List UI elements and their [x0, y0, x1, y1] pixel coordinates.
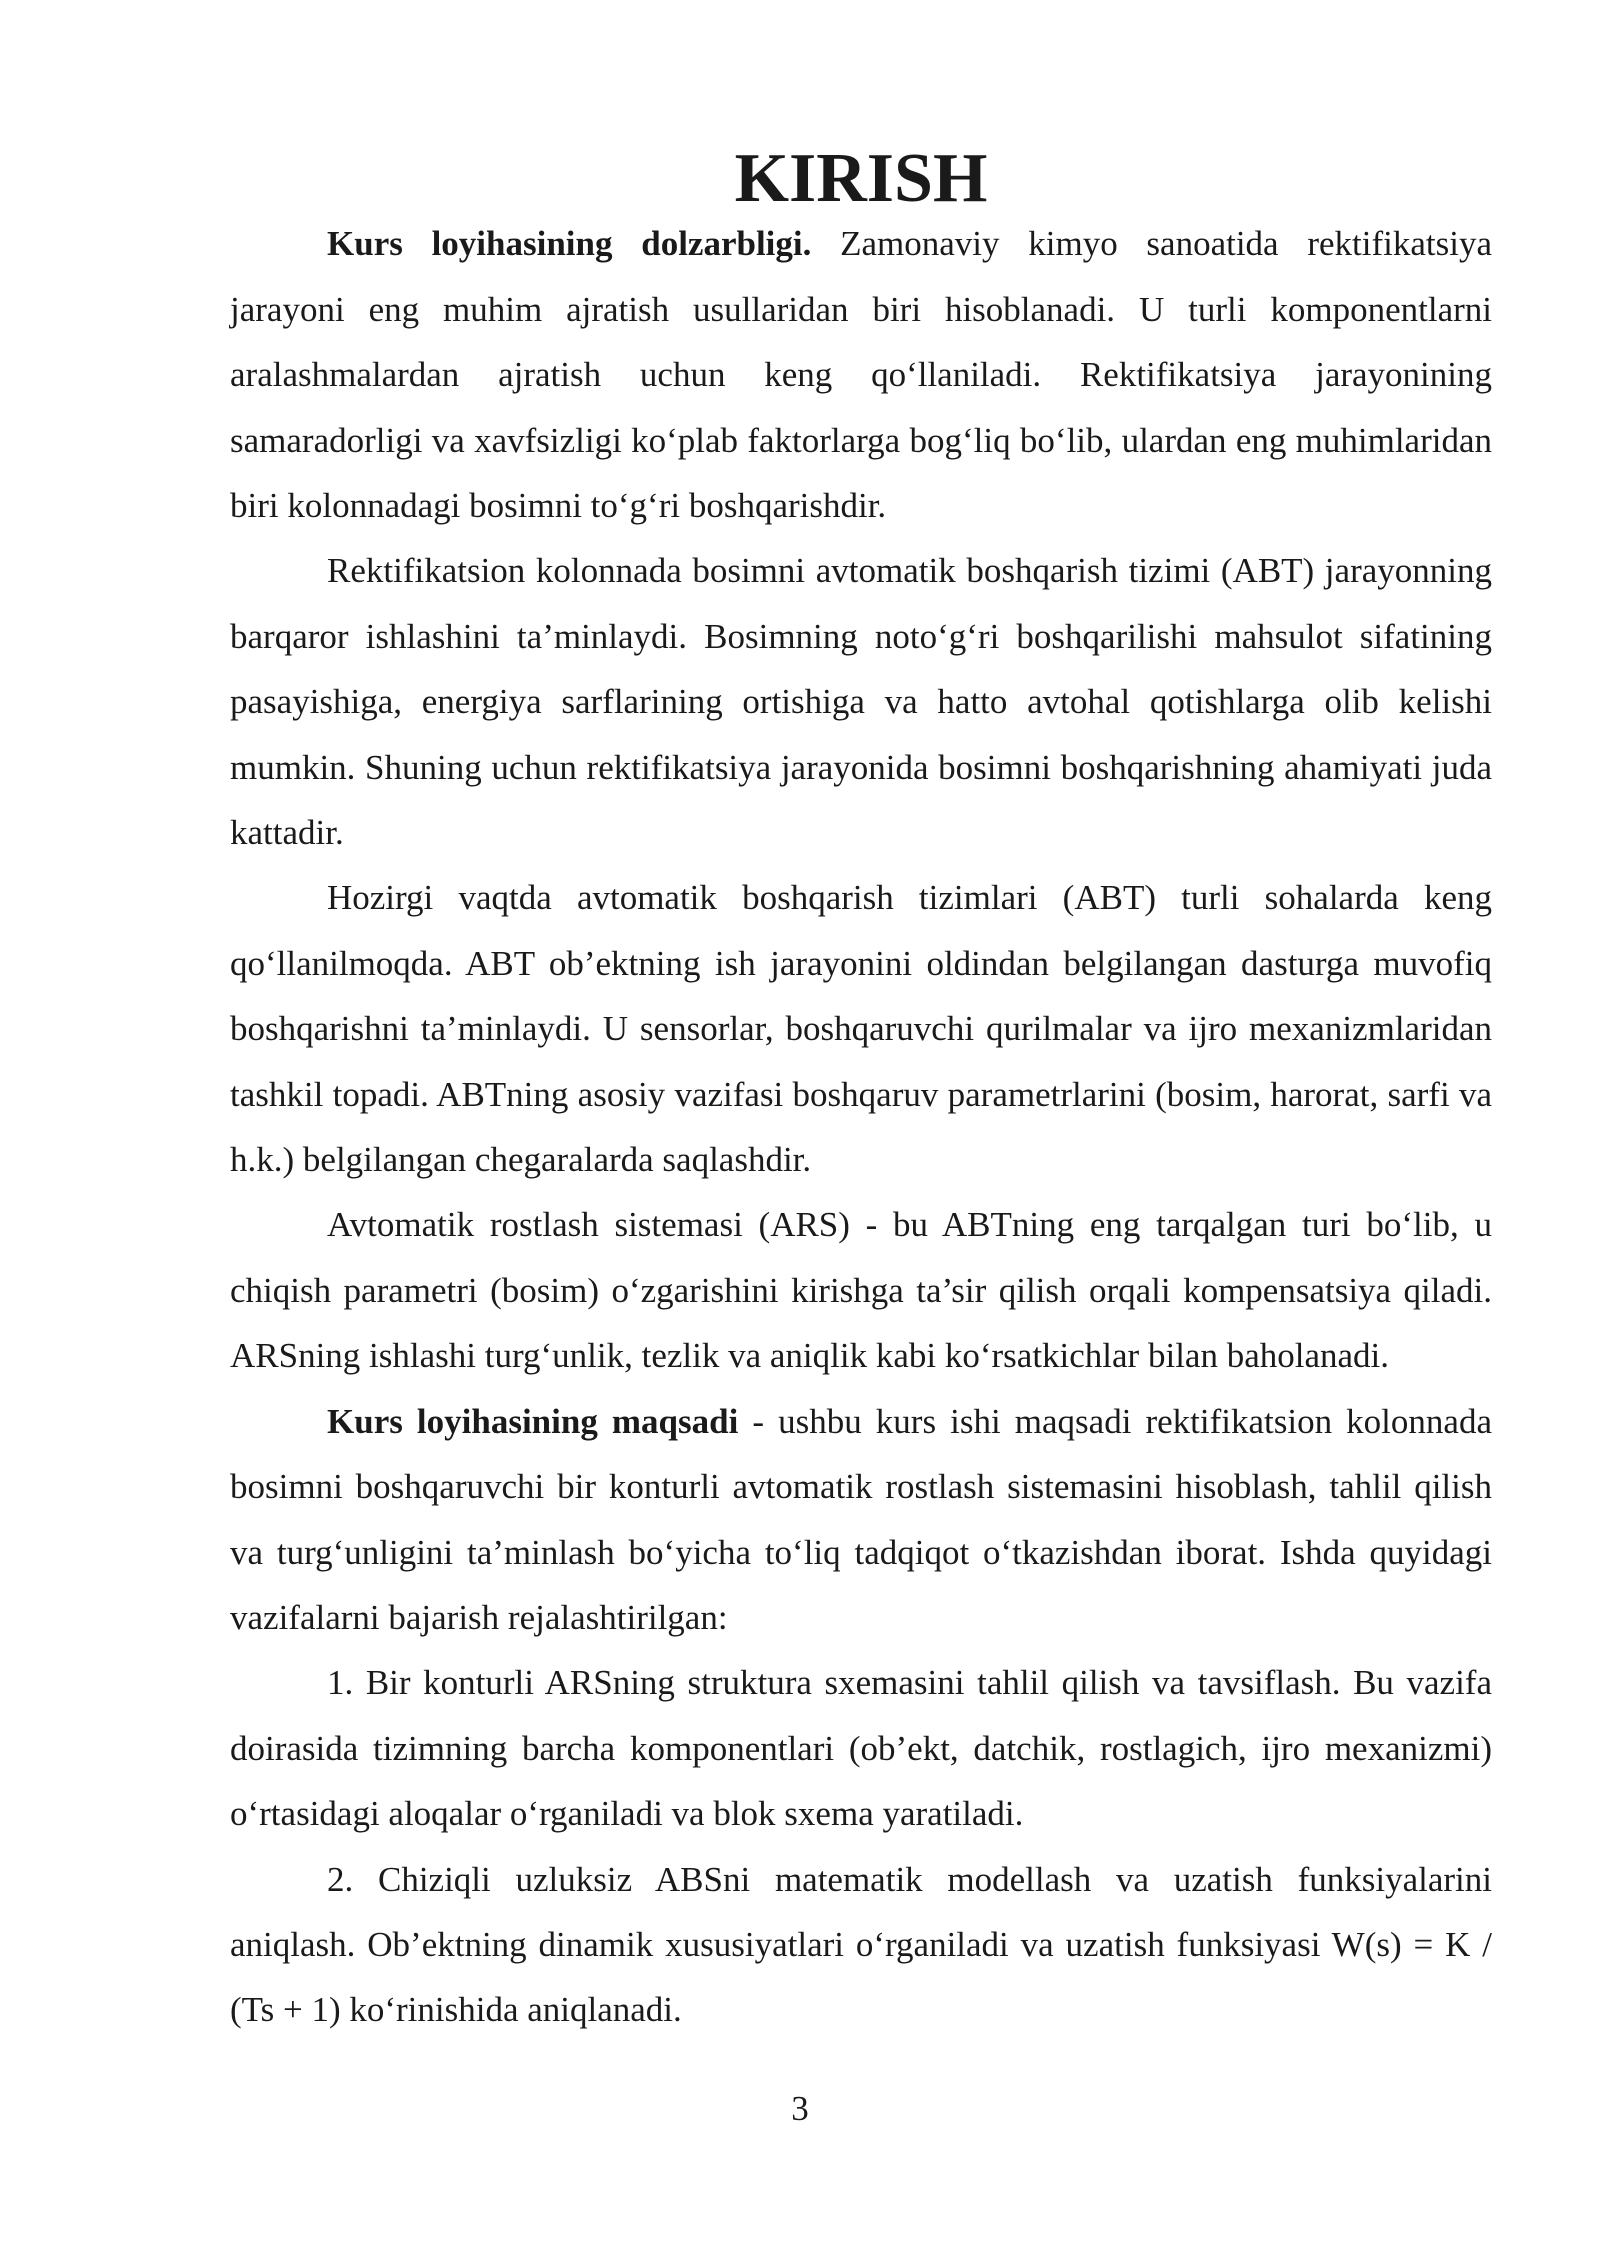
paragraph-relevance: [230, 211, 1492, 538]
paragraph-text: Hozirgi vaqtda avtomatik boshqarish tizimlari (ABT) turli sohalarda keng qo‘llanilmoqda. ABT ob’ektning ish jarayonini oldindan belgilangan dasturga muvofiq boshqarishni ta’minlaydi. U sensorlar, boshqaruvchi qurilmalar va ijro mexanizmlaridan tashkil topadi. ABTning asosiy vazifasi boshqaruv parametrlarini (bosim, harorat, sarfi va h.k.) belgilangan chegaralarda saqlashdir.: [230, 878, 1492, 1180]
paragraph-text: Avtomatik rostlash sistemasi (ARS) - bu ABTning eng tarqalgan turi bo‘lib, u chiqish parametri (bosim) o‘zgarishini kirishga ta’sir qilish orqali kompensatsiya qiladi. ARSning ishlashi turg‘unlik, tezlik va aniqlik kabi ko‘rsatkichlar bilan baholanadi.: [230, 1205, 1492, 1376]
paragraph-task-2: [230, 1847, 1492, 2043]
paragraph-task-1: [230, 1650, 1492, 1846]
page-title: KIRISH: [734, 140, 988, 217]
paragraph-lead: Kurs loyihasining maqsadi: [327, 1401, 739, 1441]
paragraph-abt-role: [230, 538, 1492, 865]
paragraph-text: 1. Bir konturli ARSning struktura sxemasini tahlil qilish va tavsiflash. Bu vazifa doirasida tizimning barcha komponentlari (ob’ekt, datchik, rostlagich, ijro mexanizmi) o‘rtasidagi aloqalar o‘rganiladi va blok sxema yaratiladi.: [230, 1663, 1492, 1834]
paragraph-goal: [230, 1389, 1492, 1651]
paragraph-lead: Kurs loyihasining dolzarbligi.: [327, 224, 812, 264]
paragraph-ars-definition: [230, 1192, 1492, 1388]
paragraph-text: Zamonaviy kimyo sanoatida rektifikatsiya jarayoni eng muhim ajratish usullaridan biri hisoblanadi. U turli komponentlarni aralashmalardan ajratish uchun keng qo‘llaniladi. Rektifikatsiya jarayonining samaradorligi va xavfsizligi ko‘plab faktorlarga bog‘liq bo‘lib, ulardan eng muhimlaridan biri kolonnadagi bosimni to‘g‘ri boshqarishdir.: [230, 224, 1492, 526]
page-number: 3: [791, 2089, 809, 2128]
paragraph-text: Rektifikatsion kolonnada bosimni avtomatik boshqarish tizimi (ABT) jarayonning barqaror ishlashini ta’minlaydi. Bosimning noto‘g‘ri boshqarilishi mahsulot sifatining pasayishiga, energiya sarflarining ortishiga va hatto avtohal qotishlarga olib kelishi mumkin. Shuning uchun rektifikatsiya jarayonida bosimni boshqarishning ahamiyati juda kattadir.: [230, 551, 1492, 853]
paragraph-abt-overview: [230, 865, 1492, 1192]
paragraph-text: 2. Chiziqli uzluksiz ABSni matematik modellash va uzatish funksiyalarini aniqlash. Ob’ektning dinamik xususiyatlari o‘rganiladi va uzatish funksiyasi W(s) = K / (Ts + 1) ko‘rinishida aniqlanadi.: [230, 1859, 1492, 2030]
document-body: [230, 140, 1492, 2043]
paragraph-text: - ushbu kurs ishi maqsadi rektifikatsion kolonnada bosimni boshqaruvchi bir konturli avtomatik rostlash sistemasini hisoblash, tahlil qilish va turg‘unligini ta’minlash bo‘yicha to‘liq tadqiqot o‘tkazishdan iborat. Ishda quyidagi vazifalarni bajarish rejalashtirilgan:: [230, 1401, 1492, 1637]
